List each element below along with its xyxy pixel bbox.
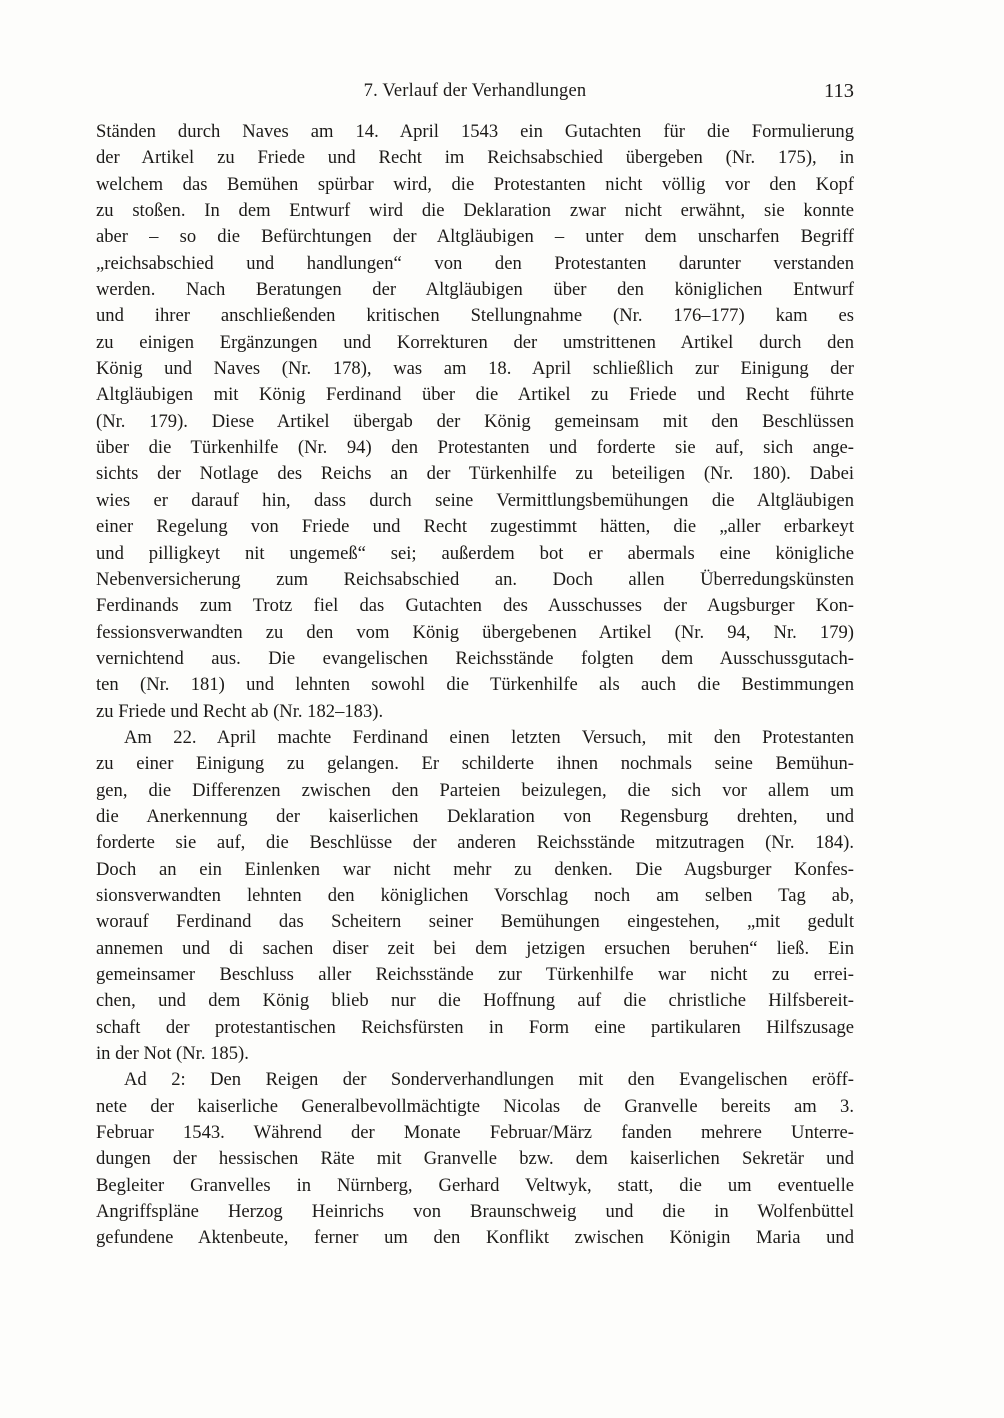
text-line: Februar 1543. Während der Monate Februar/März fanden mehrere Unterre-	[96, 1122, 854, 1144]
text-line: Ständen durch Naves am 14. April 1543 ein Gutachten für die Formulierung	[96, 121, 854, 142]
text-line: welchem das Bemühen spürbar wird, die Protestanten nicht völlig vor den Kopf	[96, 173, 854, 195]
text-line: einer Regelung von Friede und Recht zugestimmt hätten, die „aller erbarkeyt	[96, 516, 854, 538]
text-line: Doch an ein Einlenken war nicht mehr zu denken. Die Augsburger Konfes-	[96, 858, 854, 880]
text-line: König und Naves (Nr. 178), was am 18. April schließlich zur Einigung der	[96, 358, 854, 380]
text-line: gemeinsamer Beschluss aller Reichsstände zur Türkenhilfe war nicht zu errei-	[96, 964, 854, 985]
text-block	[96, 119, 854, 1252]
text-line: Ad 2: Den Reigen der Sonderverhandlungen mit den Evangelischen eröff-	[124, 1069, 854, 1091]
text-line: Begleiter Granvelles in Nürnberg, Gerhard Veltwyk, statt, die um eventuelle	[96, 1174, 854, 1196]
paragraph	[96, 725, 854, 1067]
text-line: Nebenversicherung zum Reichsabschied an. Doch allen Überredungskünsten	[96, 568, 854, 590]
running-title: 7. Verlauf der Verhandlungen	[363, 81, 587, 101]
text-line: Angriffspläne Herzog Heinrichs von Braunschweig und die in Wolfenbüttel	[96, 1201, 854, 1223]
text-line: und ihrer anschließenden kritischen Stellungnahme (Nr. 176–177) kam es	[96, 305, 854, 327]
text-line: und pilligkeyt nit ungemeß“ sei; außerdem bot er abermals eine königliche	[96, 542, 854, 564]
paragraph	[96, 119, 854, 725]
text-line: ten (Nr. 181) und lehnten sowohl die Türkenhilfe als auch die Bestimmungen	[96, 674, 854, 696]
text-line: annemen und di sachen diser zeit bei dem jetzigen ersuchen beruhen“ ließ. Ein	[96, 937, 854, 959]
text-line: gen, die Differenzen zwischen den Parteien beizulegen, die sich vor allem um	[96, 779, 854, 801]
text-line: zu einigen Ergänzungen und Korrekturen der umstrittenen Artikel durch den	[96, 331, 854, 353]
text-line: schaft der protestantischen Reichsfürsten in Form eine partikularen Hilfszusage	[96, 1016, 854, 1038]
text-line: der Artikel zu Friede und Recht im Reichsabschied übergeben (Nr. 175), in	[96, 147, 854, 169]
text-line: Altgläubigen mit König Ferdinand über die Artikel zu Friede und Recht führte	[96, 384, 854, 406]
text-line: forderte sie auf, die Beschlüsse der anderen Reichsstände mitzutragen (Nr. 184).	[96, 832, 854, 854]
text-line: die Anerkennung der kaiserlichen Deklaration von Regensburg drehten, und	[96, 805, 854, 827]
text-line: werden. Nach Beratungen der Altgläubigen über den königlichen Entwurf	[96, 279, 854, 301]
text-line: wies er darauf hin, dass durch seine Vermittlungsbemühungen die Altgläubigen	[96, 489, 854, 511]
text-line: aber – so die Befürchtungen der Altgläubigen – unter dem unscharfen Begriff	[96, 226, 854, 248]
text-line: zu Friede und Recht ab (Nr. 182–183).	[96, 700, 384, 722]
text-line: über die Türkenhilfe (Nr. 94) den Protestanten und forderte sie auf, sich ange-	[96, 437, 854, 459]
text-line: Am 22. April machte Ferdinand einen letzten Versuch, mit den Protestanten	[124, 726, 854, 748]
text-line: fessionsverwandten zu den vom König übergebenen Artikel (Nr. 94, Nr. 179)	[96, 621, 854, 643]
text-line: gefundene Aktenbeute, ferner um den Konflikt zwischen Königin Maria und	[96, 1227, 854, 1249]
text-line: (Nr. 179). Diese Artikel übergab der König gemeinsam mit den Beschlüssen	[96, 410, 854, 432]
paragraph	[96, 1067, 854, 1251]
text-line: Ferdinands zum Trotz fiel das Gutachten des Ausschusses der Augsburger Kon-	[96, 595, 854, 617]
page-number: 113	[824, 80, 854, 102]
text-line: nete der kaiserliche Generalbevollmächtigte Nicolas de Granvelle bereits am 3.	[96, 1095, 854, 1117]
page-header	[96, 78, 854, 105]
text-line: worauf Ferdinand das Scheitern seiner Bemühungen eingestehen, „mit gedult	[96, 911, 854, 933]
text-line: sionsverwandten lehnten den königlichen Vorschlag noch am selben Tag ab,	[96, 884, 854, 906]
text-line: dungen der hessischen Räte mit Granvelle bzw. dem kaiserlichen Sekretär und	[96, 1148, 854, 1170]
text-line: sichts der Notlage des Reichs an der Türkenhilfe zu beteiligen (Nr. 180). Dabei	[96, 463, 854, 485]
text-line: „reichsabschied und handlungen“ von den Protestanten darunter verstanden	[96, 252, 854, 274]
text-line: vernichtend aus. Die evangelischen Reichsstände folgten dem Ausschussgutach-	[96, 647, 854, 669]
text-line: chen, und dem König blieb nur die Hoffnung auf die christliche Hilfsbereit-	[96, 990, 854, 1012]
text-line: in der Not (Nr. 185).	[96, 1043, 249, 1065]
text-line: zu einer Einigung zu gelangen. Er schilderte ihnen nochmals seine Bemühun-	[96, 753, 854, 775]
text-line: zu stoßen. In dem Entwurf wird die Deklaration zwar nicht erwähnt, sie konnte	[96, 200, 854, 222]
